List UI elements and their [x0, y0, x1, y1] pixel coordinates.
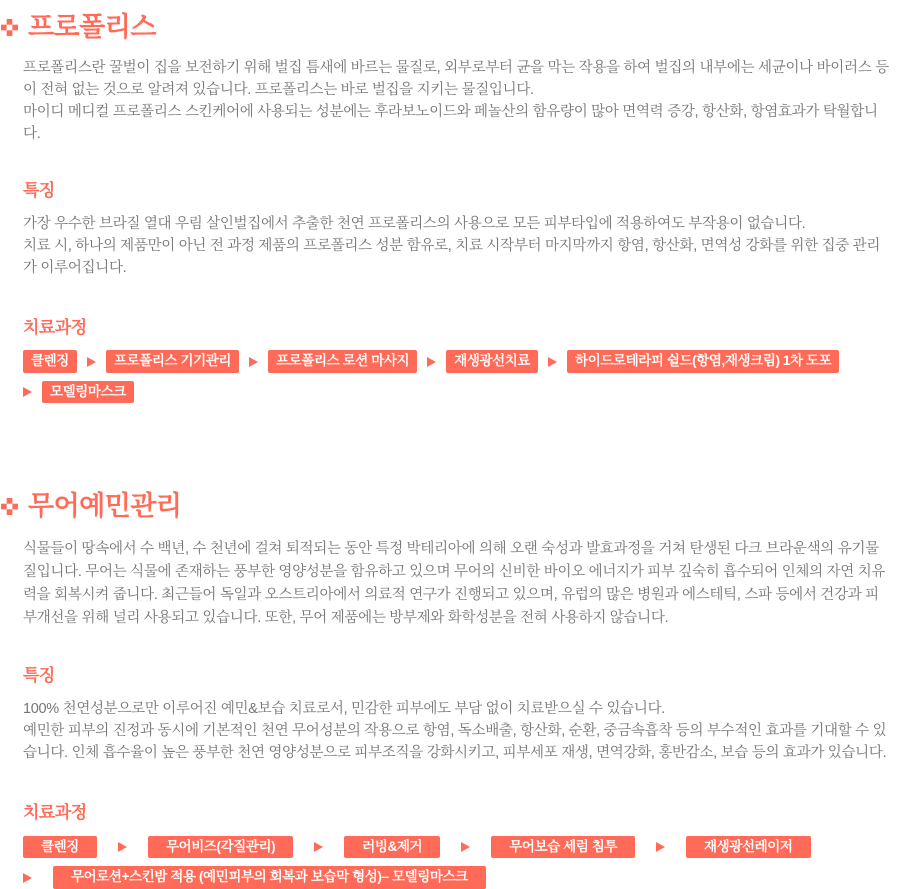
process-step-badge: 무어비즈(각질관리): [148, 836, 293, 859]
feature-paragraph: 예민한 피부의 진정과 동시에 기본적인 천연 무어성분의 작용으로 항염, 독소배출, 항산화, 순환, 중금속흡착 등의 부수적인 효과를 기대할 수 있습니다. 인체 흡수율이 높은 풍부한 천연 영양성분으로 피부조직을 강화시키고, 피부세포 재생, 면역강화, 홍반감소, 보습 등의 효과가 있습니다.: [23, 723, 887, 762]
process-heading: 치료과정: [23, 317, 87, 337]
section-intro: [23, 57, 890, 145]
features-text: [23, 698, 890, 764]
section-intro: [23, 538, 890, 630]
section-title: 프로폴리스: [28, 12, 156, 42]
process-step-badge: 클렌징: [23, 836, 97, 859]
feature-paragraph: 가장 우수한 브라질 열대 우림 살인벌집에서 추출한 천연 프로폴리스의 사용으로 모든 피부타입에 적용하여도 부작용이 없습니다.: [23, 215, 806, 232]
arrow-right-icon: [656, 842, 665, 852]
intro-paragraph: 프로폴리스란 꿀벌이 집을 보전하기 위해 벌집 틈새에 바르는 물질로, 외부로부터 균을 막는 작용을 하여 벌집의 내부에는 세균이나 바이러스 등이 전혀 없는 것으로 알려져 있습니다. 프로폴리스는 바로 벌집을 지키는 물질입니다.: [23, 60, 889, 99]
process-step-badge: 재생광선레이저: [686, 836, 811, 859]
process-row: [23, 350, 890, 373]
process-row: [23, 866, 890, 889]
process-step-badge: 무어로션+스킨밤 적용 (예민피부의 회복과 보습막 형성)– 모델링마스크: [53, 866, 486, 889]
process-row: [23, 381, 890, 404]
section-title-row: [1, 12, 890, 43]
feature-paragraph: 100% 천연성분으로만 이루어진 예민&보습 치료로서, 민감한 피부에도 부담 없이 치료받으실 수 있습니다.: [23, 701, 666, 718]
features-heading: 특징: [23, 666, 55, 686]
feature-paragraph: 치료 시, 하나의 제품만이 아닌 전 과정 제품의 프로폴리스 성분 함유로, 치료 시작부터 마지막까지 항염, 항산화, 면역성 강화를 위한 집중 관리가 이루어집니다.: [23, 237, 881, 276]
arrow-right-icon: [249, 357, 258, 367]
arrow-right-icon: [118, 842, 127, 852]
process-row: [23, 836, 890, 859]
section-moor: [0, 491, 890, 888]
process-step-badge: 무어보습 세럼 침투: [491, 836, 635, 859]
intro-paragraph: 식물들이 땅속에서 수 백년, 수 천년에 걸쳐 퇴적되는 동안 특정 박테리아에 의해 오랜 숙성과 발효과정을 거쳐 탄생된 다크 브라운색의 유기물질입니다. 무어는 식물에 존재하는 풍부한 영양성분을 함유하고 있으며 무어의 신비한 바이오 에너지가 피부 깊숙히 흡수되어 인체의 자연 치유력을 회복시켜 줍니다. 최근들어 독일과 오스트리아에서 의료적 연구가 진행되고 있으며, 유럽의 많은 병원과 에스테틱, 스파 등에서 건강과 피부개선을 위해 널리 사용되고 있습니다. 또한, 무어 제품에는 방부제와 화학성분을 전혀 사용하지 않습니다.: [23, 541, 886, 627]
process-flow: [23, 836, 890, 889]
process-step-badge: 재생광선치료: [446, 350, 538, 373]
process-heading: 치료과정: [23, 803, 87, 823]
arrow-right-icon: [87, 357, 96, 367]
arrow-right-icon: [461, 842, 470, 852]
arrow-right-icon: [23, 873, 32, 883]
process-step-badge: 프로폴리스 로션 마사지: [268, 350, 417, 373]
process-step-badge: 러빙&제거: [344, 836, 440, 859]
process-step-badge: 모델링마스크: [42, 381, 134, 404]
process-step-badge: 하이드로테라피 쉴드(항염,재생크림) 1차 도포: [567, 350, 839, 373]
arrow-right-icon: [548, 357, 557, 367]
intro-paragraph: 마이디 메디컬 프로폴리스 스킨케어에 사용되는 성분에는 후라보노이드와 페놀산의 함유량이 많아 면역력 증강, 항산화, 항염효과가 탁월합니다.: [23, 104, 878, 143]
checker-clover-icon: [1, 19, 18, 36]
features-heading: 특징: [23, 181, 55, 201]
process-step-badge: 클렌징: [23, 350, 77, 373]
process-flow: [23, 350, 890, 403]
arrow-right-icon: [314, 842, 323, 852]
section-propolis: [0, 12, 890, 403]
arrow-right-icon: [427, 357, 436, 367]
section-title: 무어예민관리: [28, 491, 182, 522]
checker-clover-icon: [1, 498, 18, 515]
section-title-row: [1, 491, 890, 522]
features-text: [23, 213, 890, 279]
arrow-right-icon: [23, 387, 32, 397]
process-step-badge: 프로폴리스 기기관리: [106, 350, 239, 373]
